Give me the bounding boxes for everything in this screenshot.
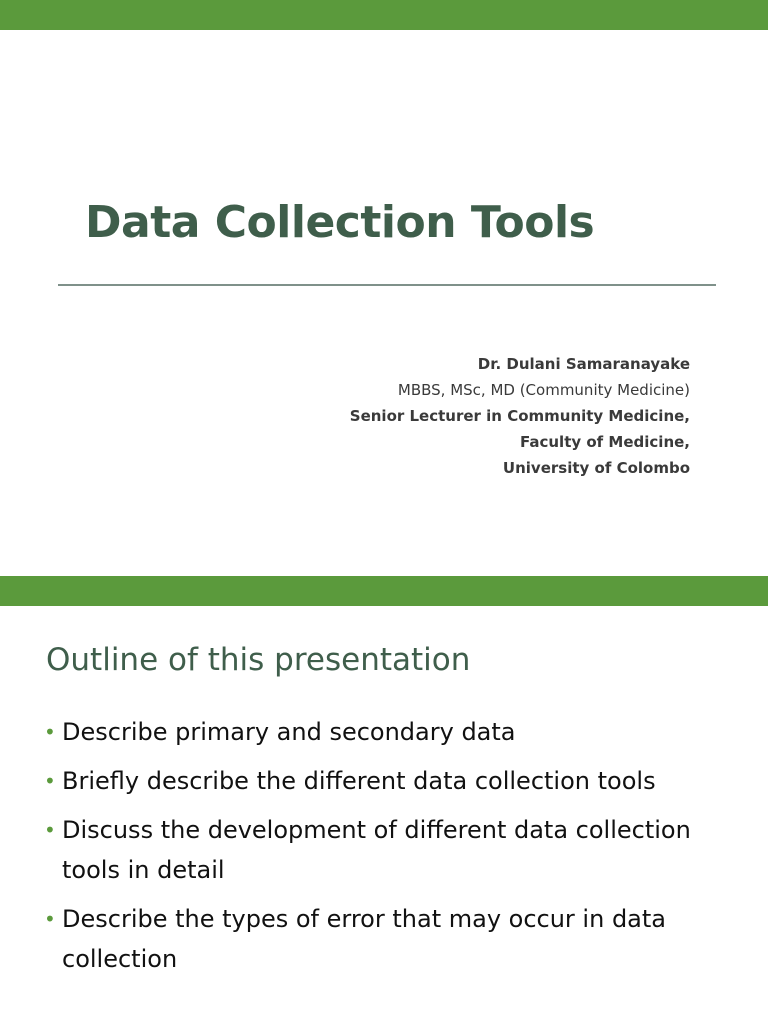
author-name: Dr. Dulani Samaranayake bbox=[477, 355, 690, 373]
outline-bullet-text: Describe primary and secondary data bbox=[62, 718, 516, 746]
title-divider bbox=[58, 284, 716, 286]
bullet-dot-icon: • bbox=[44, 907, 56, 931]
outline-bullet-text: Describe the types of error that may occur in data collection bbox=[62, 905, 666, 973]
top-accent-bar bbox=[0, 0, 768, 30]
outline-title: Outline of this presentation bbox=[46, 642, 471, 678]
bullet-dot-icon: • bbox=[44, 818, 56, 842]
author-block bbox=[130, 351, 690, 481]
bullet-dot-icon: • bbox=[44, 769, 56, 793]
bullet-dot-icon: • bbox=[44, 720, 56, 744]
outline-bullet-item bbox=[44, 712, 724, 752]
outline-bullet-text: Briefly describe the different data collection tools bbox=[62, 767, 656, 795]
author-position: Senior Lecturer in Community Medicine, bbox=[349, 407, 690, 425]
author-university: University of Colombo bbox=[502, 459, 690, 477]
author-qualifications: MBBS, MSc, MD (Community Medicine) bbox=[397, 381, 690, 399]
outline-bullet-item bbox=[44, 810, 724, 890]
author-faculty: Faculty of Medicine, bbox=[520, 433, 690, 451]
outline-bullet-item bbox=[44, 761, 724, 801]
outline-bullet-list bbox=[44, 712, 724, 988]
top-accent-bar bbox=[0, 576, 768, 606]
presentation-title: Data Collection Tools bbox=[85, 197, 595, 248]
outline-bullet-item bbox=[44, 899, 724, 979]
outline-bullet-text: Discuss the development of different data collection tools in detail bbox=[62, 816, 691, 884]
outline-slide bbox=[0, 576, 768, 1024]
